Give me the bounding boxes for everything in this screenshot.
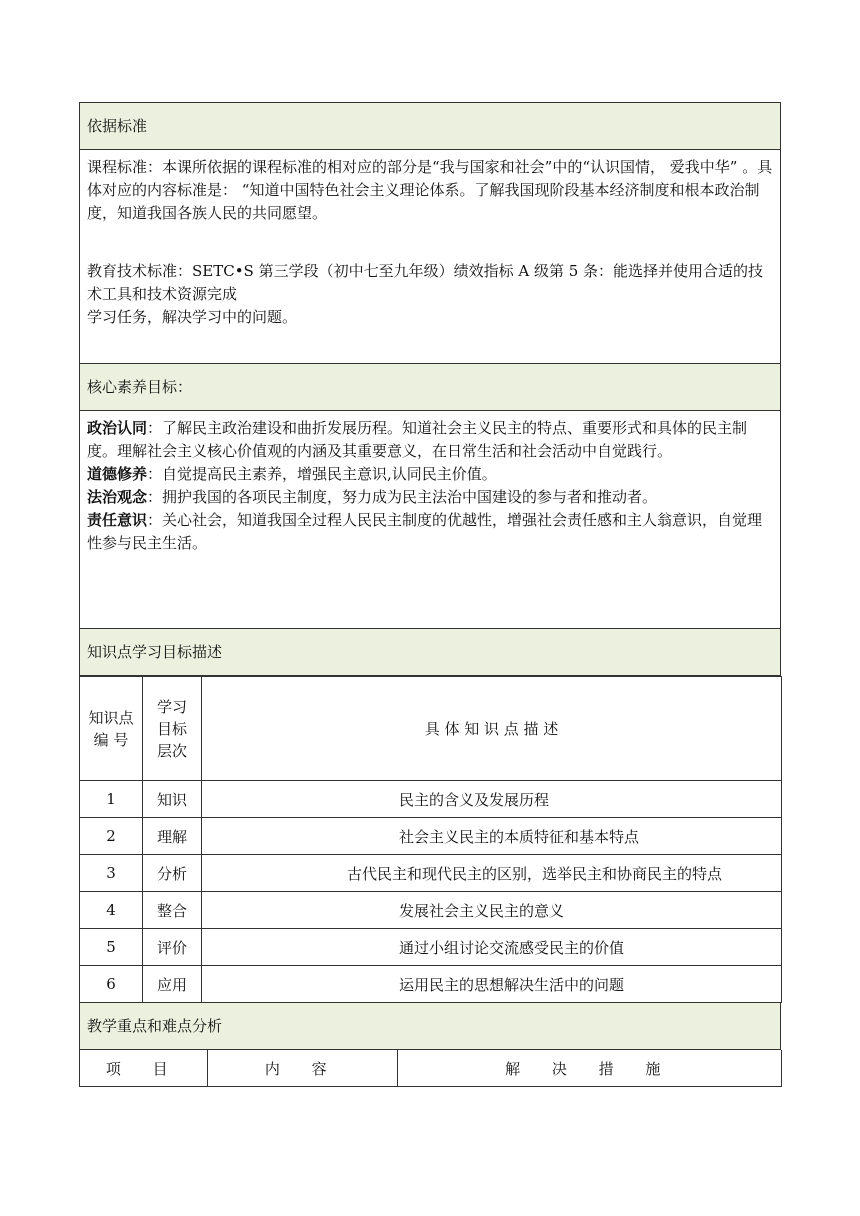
core-item-text: ：了解民主政治建设和曲折发展历程。知道社会主义民主的特点、重要形式和具体的民主制度。理解社会主义核心价值观的内涵及其重要意义，在日常生活和社会活动中自觉践行。 [87,419,748,460]
row-desc: 社会主义民主的本质特征和基本特点 [202,818,782,855]
row-level: 整合 [143,892,202,929]
basis-header: 依据标准 [80,103,780,150]
keypoints-table [79,1050,782,1087]
core-item-label: 责任意识 [87,511,148,529]
keypoints-header: 教学重点和难点分析 [80,1003,780,1050]
table-row [80,966,782,1003]
basis-paragraph-tech-line2: 学习任务，解决学习中的问题。 [87,308,298,326]
knowledge-col-number: 知识点编 号 [80,677,143,781]
core-item-law [87,486,773,509]
table-row [80,781,782,818]
core-item-responsibility [87,509,773,555]
row-desc: 古代民主和现代民主的区别，选举民主和协商民主的特点 [202,855,782,892]
keypoints-col-item: 项 目 [80,1050,208,1087]
knowledge-col-level: 学习目标层次 [143,677,202,781]
row-number: 6 [80,966,143,1003]
row-level: 评价 [143,929,202,966]
basis-paragraph-tech-line1: 教育技术标准：SETC•S 第三学段（初中七至九年级）绩效指标 A 级第 5 条：能选择并使用合适的技术工具和技术资源完成 [87,262,764,303]
core-item-text: ：自觉提高民主素养，增强民主意识,认同民主价值。 [147,465,497,483]
row-level: 理解 [143,818,202,855]
row-desc: 运用民主的思想解决生活中的问题 [202,966,782,1003]
keypoints-col-content: 内 容 [208,1050,398,1087]
row-level: 应用 [143,966,202,1003]
knowledge-header: 知识点学习目标描述 [80,629,780,676]
knowledge-col-desc: 具 体 知 识 点 描 述 [202,677,782,781]
core-item-moral [87,463,773,486]
table-row [80,929,782,966]
row-desc: 民主的含义及发展历程 [202,781,782,818]
core-item-political [87,417,773,463]
table-row [80,892,782,929]
core-content [80,411,780,629]
keypoints-col-measures: 解 决 措 施 [398,1050,782,1087]
knowledge-table [79,676,782,1003]
row-desc: 通过小组讨论交流感受民主的价值 [202,929,782,966]
row-number: 4 [80,892,143,929]
row-number: 3 [80,855,143,892]
basis-content [80,150,780,364]
row-level: 分析 [143,855,202,892]
basis-paragraph-course: 课程标准：本课所依据的课程标准的相对应的部分是“我与国家和社会”中的“认识国情， 爱我中华” 。具体对应的内容标准是： “知道中国特色社会主义理论体系。了解我国现阶段基本经济制度和根本政治制度，知道我国各族人民的共同愿望。 [87,158,773,222]
lesson-plan-document [79,102,781,1087]
row-desc: 发展社会主义民主的意义 [202,892,782,929]
keypoints-table-header [80,1050,782,1087]
basis-section [79,102,781,676]
core-item-label: 法治观念 [87,488,148,506]
core-item-text: ：拥护我国的各项民主制度，努力成为民主法治中国建设的参与者和推动者。 [147,488,658,506]
row-number: 5 [80,929,143,966]
row-number: 2 [80,818,143,855]
core-header: 核心素养目标： [80,364,780,411]
core-item-label: 道德修养 [87,465,148,483]
core-item-label: 政治认同 [87,419,148,437]
row-level: 知识 [143,781,202,818]
table-row [80,855,782,892]
knowledge-table-header [80,677,782,781]
table-row [80,818,782,855]
keypoints-section [79,1003,781,1050]
core-item-text: ：关心社会，知道我国全过程人民民主制度的优越性，增强社会责任感和主人翁意识，自觉理性参与民主生活。 [87,511,763,552]
row-number: 1 [80,781,143,818]
